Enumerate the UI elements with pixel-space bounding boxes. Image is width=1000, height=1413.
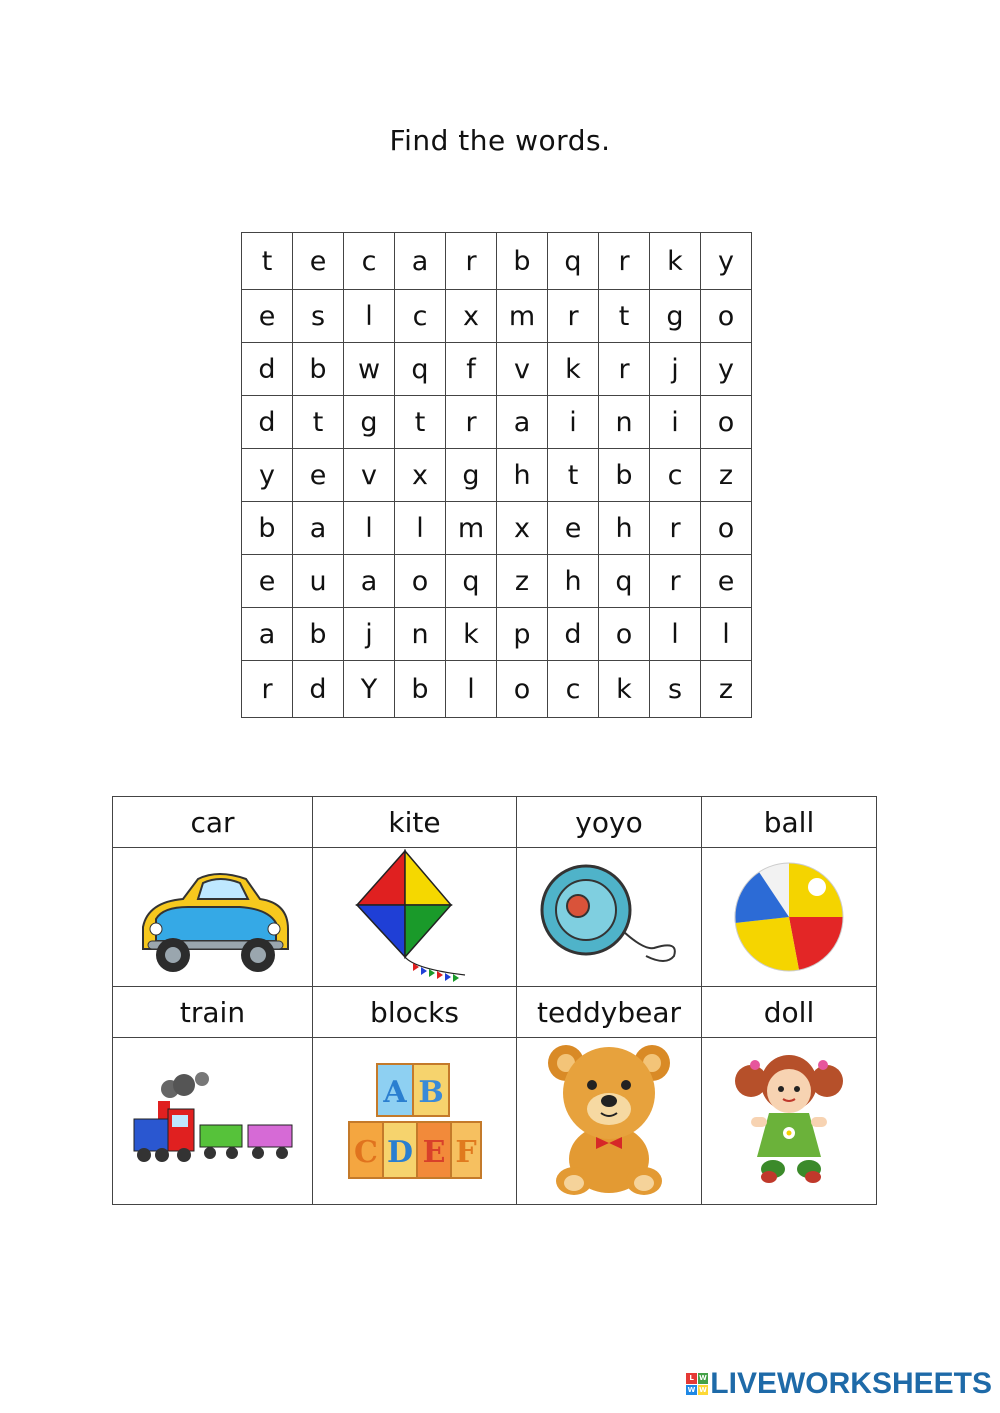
grid-letter-cell[interactable]: x	[497, 502, 548, 555]
grid-letter-cell[interactable]: e	[293, 233, 344, 290]
grid-letter-cell[interactable]: c	[548, 661, 599, 718]
grid-letter-cell[interactable]: y	[701, 233, 752, 290]
grid-letter-cell[interactable]: n	[395, 608, 446, 661]
grid-row	[242, 343, 752, 396]
grid-letter-cell[interactable]: o	[497, 661, 548, 718]
grid-letter-cell[interactable]: g	[344, 396, 395, 449]
grid-row	[242, 233, 752, 290]
ball-icon	[729, 857, 849, 977]
doll-picture-cell	[702, 1038, 877, 1205]
block-letter: F	[454, 1135, 477, 1170]
grid-letter-cell[interactable]: b	[599, 449, 650, 502]
grid-letter-cell[interactable]: j	[650, 343, 701, 396]
grid-letter-cell[interactable]: b	[242, 502, 293, 555]
grid-letter-cell[interactable]: c	[395, 290, 446, 343]
grid-letter-cell[interactable]: q	[395, 343, 446, 396]
grid-letter-cell[interactable]: e	[242, 555, 293, 608]
grid-letter-cell[interactable]: q	[599, 555, 650, 608]
block-letter: A	[382, 1075, 407, 1110]
grid-letter-cell[interactable]: v	[497, 343, 548, 396]
grid-letter-cell[interactable]: p	[497, 608, 548, 661]
grid-letter-cell[interactable]: h	[599, 502, 650, 555]
blocks-icon	[345, 1056, 485, 1186]
grid-letter-cell[interactable]: b	[293, 343, 344, 396]
kite-picture-cell	[313, 848, 517, 987]
grid-letter-cell[interactable]: l	[650, 608, 701, 661]
grid-letter-cell[interactable]: h	[497, 449, 548, 502]
grid-letter-cell[interactable]: d	[242, 343, 293, 396]
teddybear-picture-cell	[517, 1038, 702, 1205]
grid-letter-cell[interactable]: r	[599, 343, 650, 396]
grid-letter-cell[interactable]: y	[701, 343, 752, 396]
block-letter: C	[353, 1135, 378, 1170]
grid-letter-cell[interactable]: o	[701, 502, 752, 555]
toy-vocabulary-table	[112, 796, 877, 1205]
worksheet-title: Find the words.	[389, 124, 611, 157]
grid-letter-cell[interactable]: g	[446, 449, 497, 502]
block-letter: B	[417, 1075, 444, 1110]
grid-letter-cell[interactable]: o	[395, 555, 446, 608]
grid-letter-cell[interactable]: m	[497, 290, 548, 343]
label-teddybear: teddybear	[517, 987, 702, 1038]
grid-letter-cell[interactable]: n	[599, 396, 650, 449]
grid-letter-cell[interactable]: c	[650, 449, 701, 502]
yoyo-picture-cell	[517, 848, 702, 987]
grid-letter-cell[interactable]: x	[446, 290, 497, 343]
yoyo-icon	[534, 862, 684, 972]
grid-letter-cell[interactable]: i	[548, 396, 599, 449]
word-search-grid	[241, 232, 752, 718]
grid-letter-cell[interactable]: Y	[344, 661, 395, 718]
grid-letter-cell[interactable]: t	[548, 449, 599, 502]
train-icon	[128, 1071, 298, 1171]
grid-letter-cell[interactable]: r	[446, 396, 497, 449]
grid-letter-cell[interactable]: b	[293, 608, 344, 661]
grid-letter-cell[interactable]: r	[650, 502, 701, 555]
grid-letter-cell[interactable]: l	[344, 502, 395, 555]
grid-letter-cell[interactable]: a	[344, 555, 395, 608]
grid-letter-cell[interactable]: l	[701, 608, 752, 661]
car-icon	[128, 857, 298, 977]
grid-letter-cell[interactable]: b	[497, 233, 548, 290]
grid-letter-cell[interactable]: g	[650, 290, 701, 343]
grid-letter-cell[interactable]: s	[650, 661, 701, 718]
grid-row	[242, 608, 752, 661]
grid-letter-cell[interactable]: a	[242, 608, 293, 661]
label-blocks: blocks	[313, 987, 517, 1038]
label-kite: kite	[313, 797, 517, 848]
grid-row	[242, 661, 752, 718]
grid-letter-cell[interactable]: l	[395, 502, 446, 555]
grid-letter-cell[interactable]: e	[242, 290, 293, 343]
grid-letter-cell[interactable]: e	[701, 555, 752, 608]
grid-letter-cell[interactable]: o	[599, 608, 650, 661]
grid-letter-cell[interactable]: k	[599, 661, 650, 718]
grid-letter-cell[interactable]: r	[548, 290, 599, 343]
grid-letter-cell[interactable]: r	[650, 555, 701, 608]
grid-row	[242, 290, 752, 343]
label-train: train	[113, 987, 313, 1038]
grid-letter-cell[interactable]: k	[446, 608, 497, 661]
grid-letter-cell[interactable]: r	[599, 233, 650, 290]
grid-letter-cell[interactable]: t	[242, 233, 293, 290]
grid-letter-cell[interactable]: z	[701, 661, 752, 718]
grid-letter-cell[interactable]: e	[293, 449, 344, 502]
grid-letter-cell[interactable]: t	[599, 290, 650, 343]
car-picture-cell	[113, 848, 313, 987]
grid-letter-cell[interactable]: h	[548, 555, 599, 608]
grid-letter-cell[interactable]: u	[293, 555, 344, 608]
doll-icon	[729, 1051, 849, 1191]
blocks-picture-cell	[313, 1038, 517, 1205]
grid-letter-cell[interactable]: t	[293, 396, 344, 449]
label-yoyo: yoyo	[517, 797, 702, 848]
grid-letter-cell[interactable]: a	[293, 502, 344, 555]
grid-letter-cell[interactable]: x	[395, 449, 446, 502]
block-letter: E	[422, 1135, 445, 1170]
grid-letter-cell[interactable]: d	[293, 661, 344, 718]
grid-letter-cell[interactable]: o	[701, 290, 752, 343]
grid-row	[242, 502, 752, 555]
teddybear-icon	[544, 1041, 674, 1201]
grid-letter-cell[interactable]: r	[242, 661, 293, 718]
grid-row	[242, 555, 752, 608]
grid-letter-cell[interactable]: s	[293, 290, 344, 343]
grid-letter-cell[interactable]: q	[446, 555, 497, 608]
grid-letter-cell[interactable]: z	[497, 555, 548, 608]
brand-name: LIVEWORKSHEETS	[710, 1367, 992, 1400]
label-car: car	[113, 797, 313, 848]
grid-letter-cell[interactable]: l	[344, 290, 395, 343]
liveworksheets-logo	[686, 1367, 992, 1401]
kite-icon	[355, 849, 475, 985]
grid-letter-cell[interactable]: b	[395, 661, 446, 718]
grid-letter-cell[interactable]: w	[344, 343, 395, 396]
grid-letter-cell[interactable]: e	[548, 502, 599, 555]
grid-letter-cell[interactable]: m	[446, 502, 497, 555]
grid-letter-cell[interactable]: z	[701, 449, 752, 502]
grid-letter-cell[interactable]: o	[701, 396, 752, 449]
grid-row	[242, 396, 752, 449]
grid-letter-cell[interactable]: l	[446, 661, 497, 718]
grid-letter-cell[interactable]: i	[650, 396, 701, 449]
grid-letter-cell[interactable]: y	[242, 449, 293, 502]
train-picture-cell	[113, 1038, 313, 1205]
grid-letter-cell[interactable]: r	[446, 233, 497, 290]
grid-letter-cell[interactable]: d	[242, 396, 293, 449]
grid-letter-cell[interactable]: t	[395, 396, 446, 449]
grid-letter-cell[interactable]: k	[650, 233, 701, 290]
grid-letter-cell[interactable]: k	[548, 343, 599, 396]
grid-letter-cell[interactable]: f	[446, 343, 497, 396]
grid-letter-cell[interactable]: a	[497, 396, 548, 449]
grid-letter-cell[interactable]: a	[395, 233, 446, 290]
brand-badge-icon: L W W W	[687, 1374, 707, 1394]
label-doll: doll	[702, 987, 877, 1038]
grid-letter-cell[interactable]: c	[344, 233, 395, 290]
grid-row	[242, 449, 752, 502]
grid-letter-cell[interactable]: d	[548, 608, 599, 661]
grid-letter-cell[interactable]: j	[344, 608, 395, 661]
block-letter: D	[386, 1135, 413, 1170]
ball-picture-cell	[702, 848, 877, 987]
grid-letter-cell[interactable]: q	[548, 233, 599, 290]
label-ball: ball	[702, 797, 877, 848]
grid-letter-cell[interactable]: v	[344, 449, 395, 502]
